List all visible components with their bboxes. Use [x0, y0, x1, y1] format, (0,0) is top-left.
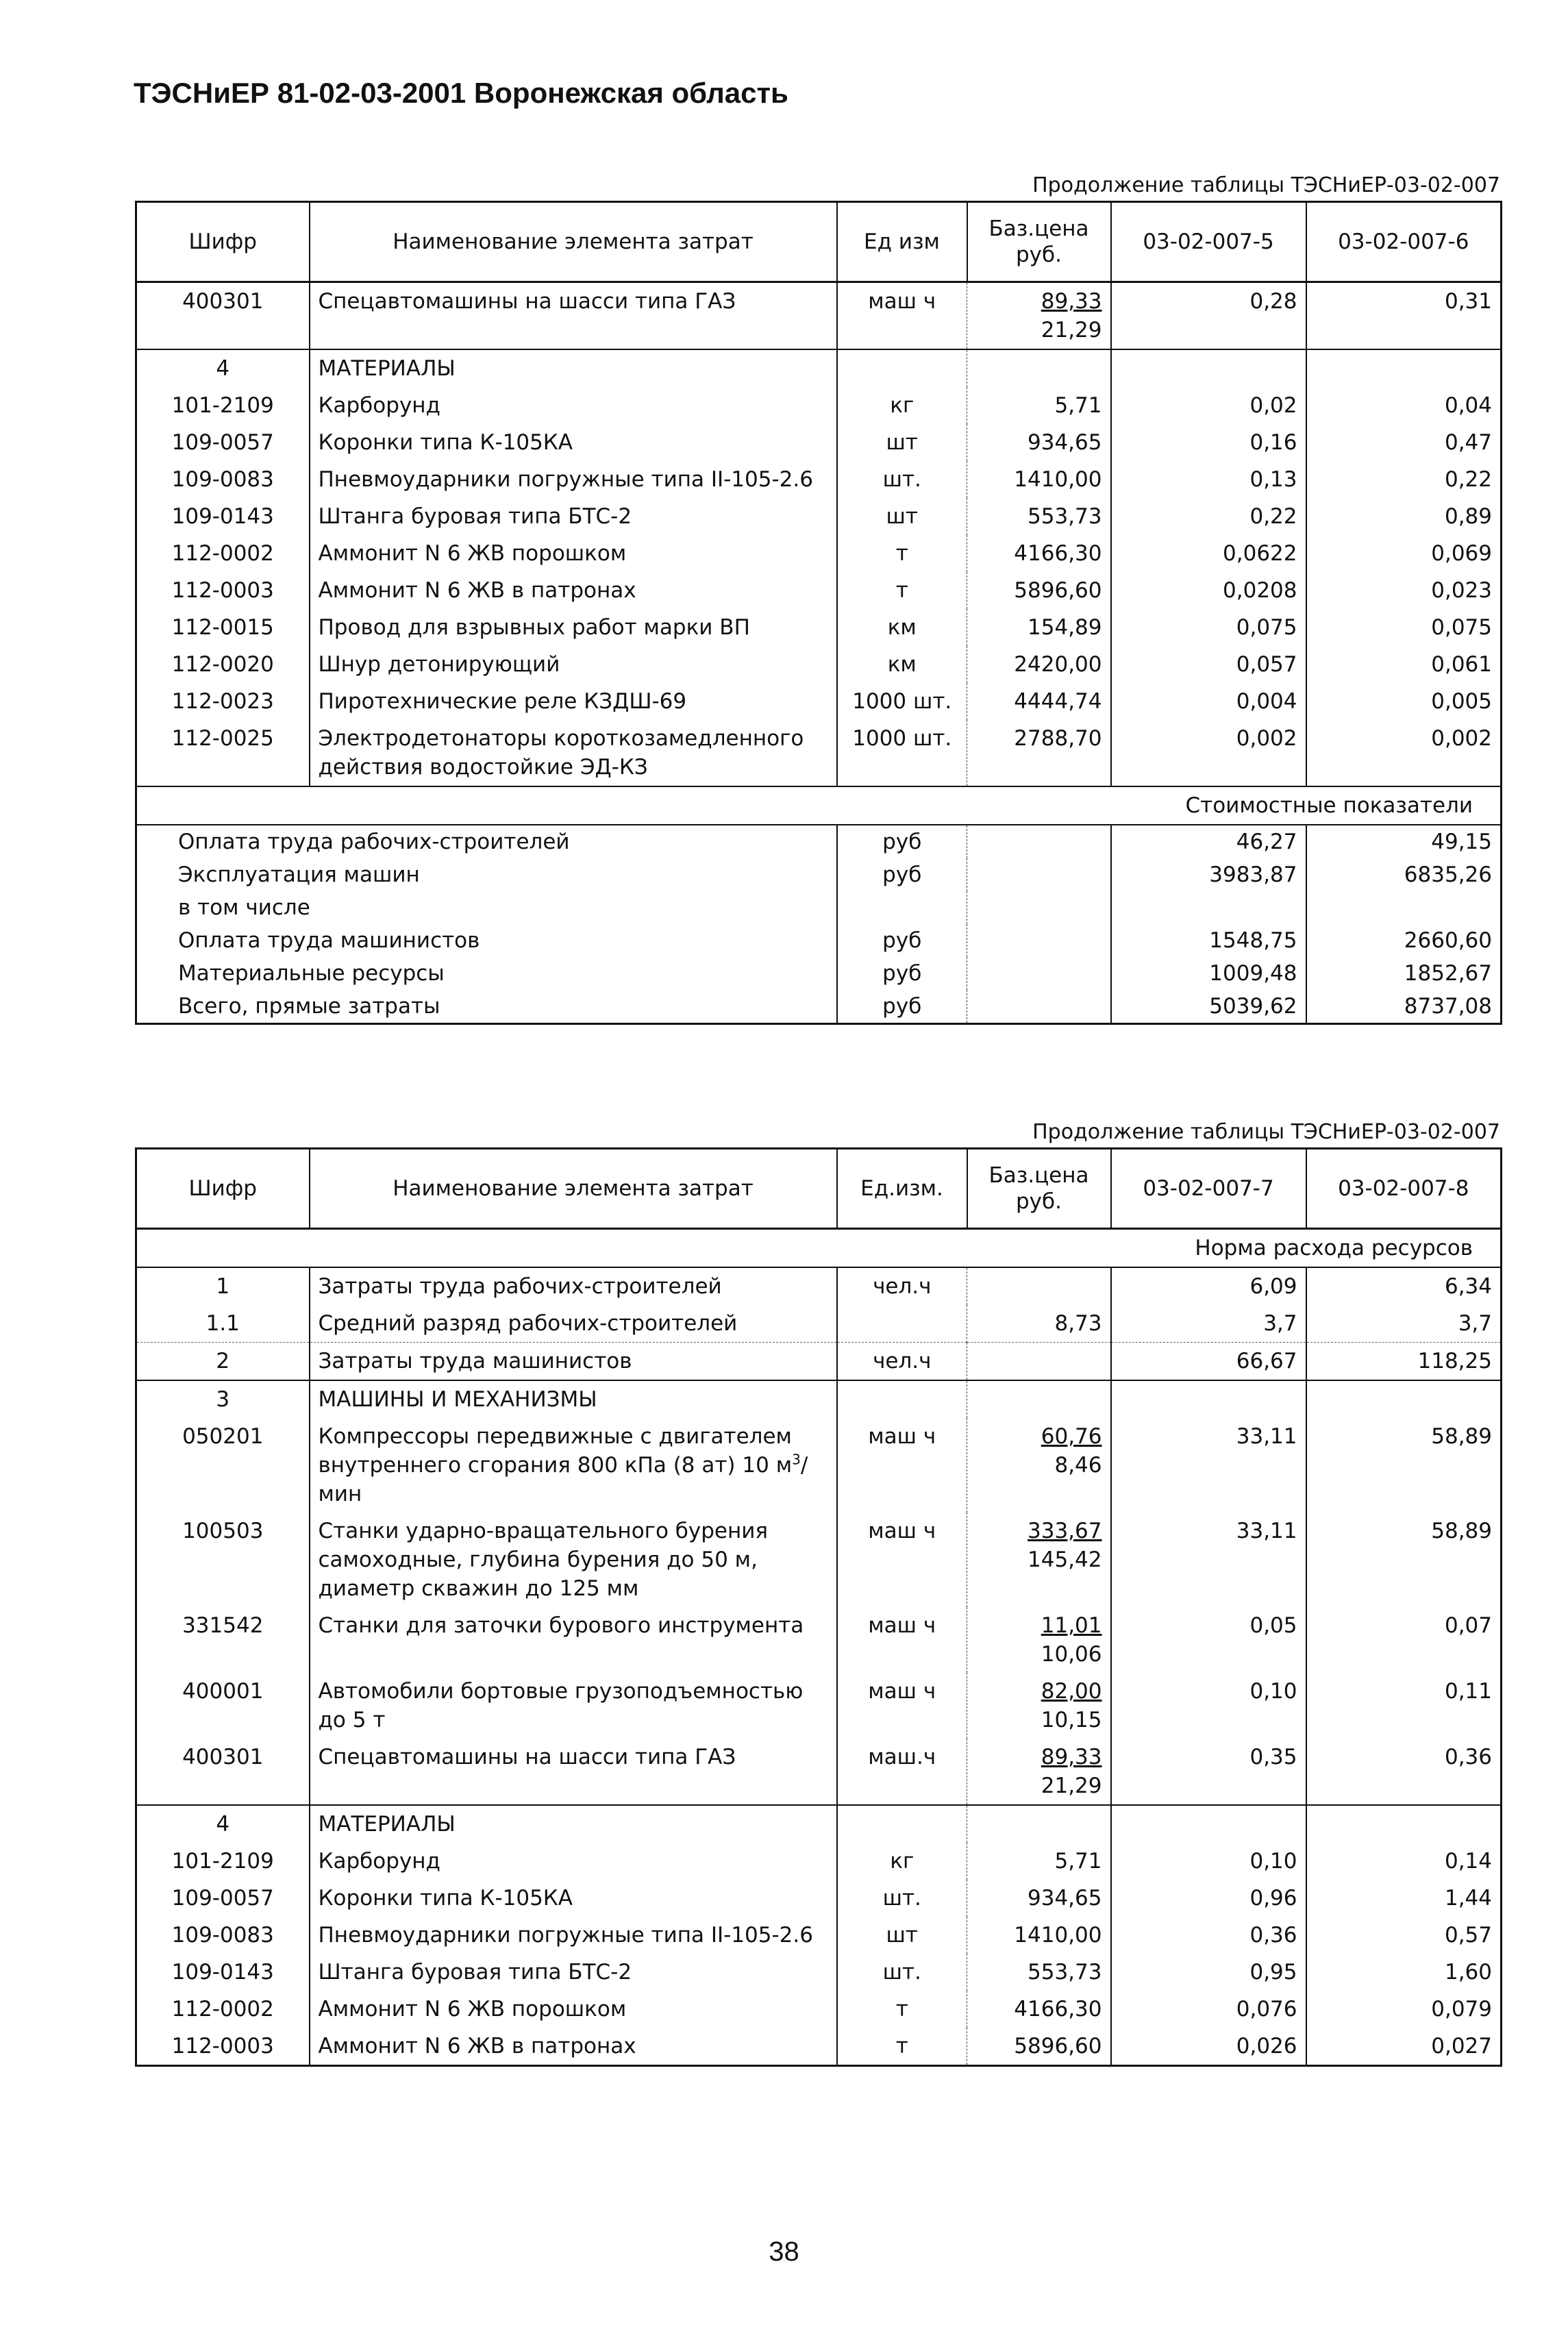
- summary-col-b: 8737,08: [1404, 994, 1492, 1019]
- cell-name: Электродетонаторы короткозамедленного действия водостойкие ЭД-КЗ: [310, 720, 837, 786]
- cell-code: 112-0003: [136, 572, 310, 609]
- table-row: [136, 683, 1502, 720]
- cell-col-a: 0,10: [1111, 1673, 1306, 1739]
- price-sub: 10,15: [1041, 1708, 1102, 1732]
- cell-price: 553,73: [967, 1954, 1111, 1991]
- summary-col-a: 1009,48: [1111, 957, 1306, 990]
- price-sub: 10,06: [1041, 1642, 1102, 1667]
- cell-col-a: 0,22: [1111, 498, 1306, 535]
- cell-price: [967, 1267, 1111, 1305]
- table-row: [136, 2028, 1502, 2066]
- cell-price: [967, 1607, 1111, 1673]
- price-main: 333,67: [1028, 1519, 1102, 1543]
- table-row: [136, 1954, 1502, 1991]
- summary-col-a: [1111, 891, 1306, 924]
- cell-code: 400001: [136, 1673, 310, 1739]
- cell-name: Карборунд: [310, 1843, 837, 1880]
- header-code: Шифр: [136, 202, 310, 282]
- header-price: Баз.цена руб.: [967, 1149, 1111, 1229]
- cell-col-b: 0,22: [1444, 467, 1492, 492]
- cell-col-a: 6,09: [1111, 1267, 1306, 1305]
- cell-col-a: 33,11: [1111, 1513, 1306, 1607]
- section-title: МАШИНЫ И МЕХАНИЗМЫ: [310, 1380, 837, 1418]
- cell-col-b: 0,57: [1444, 1923, 1492, 1948]
- cell-col-b: 0,36: [1444, 1745, 1492, 1769]
- summary-unit: руб: [837, 858, 967, 891]
- cell-col-b: 58,89: [1431, 1519, 1492, 1543]
- table-row: [136, 609, 1502, 646]
- cell-code: 112-0015: [136, 609, 310, 646]
- cell-col-a: 0,002: [1111, 720, 1306, 786]
- cell-unit: чел.ч: [837, 1343, 967, 1381]
- cell-unit: маш ч: [837, 1513, 967, 1607]
- cell-col-a: 0,95: [1111, 1954, 1306, 1991]
- summary-unit: руб: [837, 990, 967, 1024]
- price-main: 11,01: [1041, 1613, 1102, 1638]
- cell-name: Карборунд: [310, 387, 837, 424]
- cell-price: 934,65: [967, 424, 1111, 461]
- cell-price: [967, 1343, 1111, 1381]
- table-row: [136, 461, 1502, 498]
- summary-label: Оплата труда машинистов: [136, 924, 837, 957]
- header-col-a: 03-02-007-7: [1111, 1149, 1306, 1229]
- cell-unit: шт.: [837, 1954, 967, 1991]
- table-row: [136, 498, 1502, 535]
- cell-name: Коронки типа К-105КА: [310, 1880, 837, 1917]
- summary-col-b: 2660,60: [1404, 928, 1492, 953]
- header-unit: Ед изм: [837, 202, 967, 282]
- cell-col-b: 0,89: [1444, 504, 1492, 529]
- cell-col-a: 0,076: [1111, 1991, 1306, 2028]
- table-row: [136, 646, 1502, 683]
- cell-col-a: 0,05: [1111, 1607, 1306, 1673]
- cell-col-b: 0,31: [1444, 289, 1492, 314]
- header-col-b: 03-02-007-6: [1306, 202, 1502, 282]
- cell-price: [967, 1418, 1111, 1513]
- cell-name: Коронки типа К-105КА: [310, 424, 837, 461]
- price-sub: 21,29: [1041, 1774, 1102, 1798]
- table-row: [136, 1418, 1502, 1513]
- name-unit-sup: 3: [792, 1451, 801, 1468]
- page-title: ТЭСНиЕР 81-02-03-2001 Воронежская область: [134, 77, 788, 109]
- summary-col-b: [1306, 891, 1502, 924]
- section-code: 4: [136, 349, 310, 387]
- table-row: [136, 1673, 1502, 1739]
- table-row: [136, 387, 1502, 424]
- cell-code: 400301: [136, 1739, 310, 1805]
- cell-unit: км: [837, 646, 967, 683]
- summary-unit: руб: [837, 957, 967, 990]
- table-row: [136, 1267, 1502, 1305]
- cell-col-a: 0,0622: [1111, 535, 1306, 572]
- cell-code: 112-0025: [136, 720, 310, 786]
- summary-row: [136, 825, 1502, 858]
- section-title: МАТЕРИАЛЫ: [310, 349, 837, 387]
- cell-col-b: 0,005: [1431, 689, 1492, 714]
- cell-code: 100503: [136, 1513, 310, 1607]
- cell-price: 1410,00: [967, 461, 1111, 498]
- cell-code: 109-0057: [136, 1880, 310, 1917]
- summary-col-b: 6835,26: [1404, 862, 1492, 887]
- name-unit: м: [775, 1453, 793, 1478]
- cell-col-a: 33,11: [1111, 1418, 1306, 1513]
- cell-price: [967, 1739, 1111, 1805]
- cell-code: 400301: [136, 282, 310, 350]
- cell-code: 101-2109: [136, 1843, 310, 1880]
- table-row: [136, 1739, 1502, 1805]
- cell-col-b: 3,7: [1458, 1311, 1492, 1336]
- price-sub: 8,46: [1054, 1453, 1102, 1478]
- cell-unit: шт.: [837, 1880, 967, 1917]
- table-row: [136, 1843, 1502, 1880]
- cell-name: Спецавтомашины на шасси типа ГАЗ: [310, 282, 837, 350]
- cell-unit: маш.ч: [837, 1739, 967, 1805]
- summary-price: [967, 891, 1111, 924]
- cell-code: 112-0003: [136, 2028, 310, 2066]
- cell-unit: [837, 1305, 967, 1343]
- cell-col-a: 0,96: [1111, 1880, 1306, 1917]
- cell-name: Штанга буровая типа БТС-2: [310, 498, 837, 535]
- cell-name: Аммонит N 6 ЖВ порошком: [310, 1991, 837, 2028]
- cell-name: Аммонит N 6 ЖВ в патронах: [310, 572, 837, 609]
- cell-unit: маш ч: [837, 282, 967, 350]
- cell-name: Аммонит N 6 ЖВ порошком: [310, 535, 837, 572]
- cell-unit: т: [837, 2028, 967, 2066]
- page-number: 38: [769, 2237, 799, 2267]
- cell-price: 8,73: [967, 1305, 1111, 1343]
- cell-price: 2788,70: [967, 720, 1111, 786]
- cell-name: Пневмоударники погружные типа II-105-2.6: [310, 1917, 837, 1954]
- cell-price: [967, 1513, 1111, 1607]
- cell-col-a: 0,36: [1111, 1917, 1306, 1954]
- table2-header-row: [136, 1149, 1502, 1229]
- cell-price: 5,71: [967, 387, 1111, 424]
- table2: [135, 1147, 1502, 2067]
- cell-code: 1: [136, 1267, 310, 1305]
- cell-name: Пиротехнические реле КЗДШ-69: [310, 683, 837, 720]
- cell-unit: маш ч: [837, 1418, 967, 1513]
- cell-unit: 1000 шт.: [837, 720, 967, 786]
- cell-price: 2420,00: [967, 646, 1111, 683]
- cell-code: 050201: [136, 1418, 310, 1513]
- cell-name: Аммонит N 6 ЖВ в патронах: [310, 2028, 837, 2066]
- norm-band-label: Норма расхода ресурсов: [136, 1229, 1502, 1268]
- summary-price: [967, 957, 1111, 990]
- price-sub: 145,42: [1028, 1547, 1102, 1572]
- summary-price: [967, 924, 1111, 957]
- cell-code: 109-0143: [136, 498, 310, 535]
- summary-col-a: 1548,75: [1111, 924, 1306, 957]
- table-row: [136, 1343, 1502, 1381]
- summary-label: в том числе: [136, 891, 837, 924]
- table1: [135, 201, 1502, 1025]
- cell-name: [310, 1418, 837, 1513]
- header-name: Наименование элемента затрат: [310, 202, 837, 282]
- table-row: [136, 1880, 1502, 1917]
- cell-col-b: 118,25: [1306, 1343, 1502, 1381]
- cell-price: 1410,00: [967, 1917, 1111, 1954]
- cell-price: 4166,30: [967, 1991, 1111, 2028]
- summary-price: [967, 990, 1111, 1024]
- cell-col-a: 0,35: [1111, 1739, 1306, 1805]
- cell-price: [967, 282, 1111, 350]
- header-unit: Ед.изм.: [837, 1149, 967, 1229]
- cell-col-a: 0,057: [1111, 646, 1306, 683]
- cell-col-b: 0,023: [1431, 578, 1492, 603]
- price-main: 89,33: [1041, 1745, 1102, 1769]
- cell-col-b: 0,002: [1431, 726, 1492, 751]
- cell-col-a: 0,13: [1111, 461, 1306, 498]
- cell-col-b: 0,47: [1444, 430, 1492, 455]
- table-row: [136, 720, 1502, 786]
- cell-name: Пневмоударники погружные типа II-105-2.6: [310, 461, 837, 498]
- cell-col-a: 0,0208: [1111, 572, 1306, 609]
- summary-col-a: 46,27: [1111, 825, 1306, 858]
- cell-unit: т: [837, 1991, 967, 2028]
- table-row: [136, 424, 1502, 461]
- cost-band-row: [136, 786, 1502, 825]
- cell-code: 109-0057: [136, 424, 310, 461]
- cell-unit: чел.ч: [837, 1267, 967, 1305]
- cell-name: Станки ударно-вращательного бурения самоходные, глубина бурения до 50 м, диаметр скважин до 125 мм: [310, 1513, 837, 1607]
- cell-col-b: 1,60: [1444, 1960, 1492, 1985]
- header-price: Баз.цена руб.: [967, 202, 1111, 282]
- cell-unit: шт: [837, 424, 967, 461]
- cell-col-b: 0,079: [1431, 1997, 1492, 2022]
- cell-code: 112-0002: [136, 535, 310, 572]
- cell-col-b: 58,89: [1431, 1424, 1492, 1449]
- cell-price: 4444,74: [967, 683, 1111, 720]
- cell-name: Шнур детонирующий: [310, 646, 837, 683]
- cell-unit: 1000 шт.: [837, 683, 967, 720]
- price-main: 60,76: [1041, 1424, 1102, 1449]
- summary-unit: руб: [837, 825, 967, 858]
- table-row: [136, 1991, 1502, 2028]
- section-row-machines: [136, 1380, 1502, 1418]
- cell-unit: маш ч: [837, 1607, 967, 1673]
- cell-price: 5896,60: [967, 572, 1111, 609]
- cell-name: Провод для взрывных работ марки ВП: [310, 609, 837, 646]
- cell-col-a: 3,7: [1111, 1305, 1306, 1343]
- cell-price: 5896,60: [967, 2028, 1111, 2066]
- header-name: Наименование элемента затрат: [310, 1149, 837, 1229]
- table2-continuation-label: Продолжение таблицы ТЭСНиЕР-03-02-007: [1032, 1120, 1500, 1144]
- summary-row: [136, 957, 1502, 990]
- cell-code: 109-0143: [136, 1954, 310, 1991]
- cell-name: Затраты труда рабочих-строителей: [310, 1267, 837, 1305]
- cell-price: [967, 1673, 1111, 1739]
- table1-header-row: [136, 202, 1502, 282]
- cell-col-b: 0,07: [1444, 1613, 1492, 1638]
- cell-unit: шт: [837, 1917, 967, 1954]
- header-code: Шифр: [136, 1149, 310, 1229]
- cell-code: 109-0083: [136, 1917, 310, 1954]
- summary-unit: руб: [837, 924, 967, 957]
- cell-price: 934,65: [967, 1880, 1111, 1917]
- cell-unit: маш ч: [837, 1673, 967, 1739]
- name-unit-end: /мин: [318, 1453, 808, 1506]
- cell-col-b: 0,061: [1431, 652, 1492, 677]
- summary-row: [136, 891, 1502, 924]
- name-text: Компрессоры передвижные с двигателем внутреннего сгорания 800 кПа (8 ат) 10: [318, 1424, 792, 1478]
- cell-col-b: 0,075: [1431, 615, 1492, 640]
- cell-col-a: 66,67: [1111, 1343, 1306, 1381]
- table-row: [136, 1305, 1502, 1343]
- summary-col-b: 1852,67: [1404, 961, 1492, 986]
- price-main: 89,33: [1041, 289, 1102, 314]
- cell-code: 112-0023: [136, 683, 310, 720]
- cell-unit: т: [837, 535, 967, 572]
- summary-col-a: 5039,62: [1111, 990, 1306, 1024]
- summary-col-b: 49,15: [1431, 830, 1492, 854]
- cell-name: Средний разряд рабочих-строителей: [310, 1305, 837, 1343]
- cell-col-a: 0,026: [1111, 2028, 1306, 2066]
- cell-unit: шт: [837, 498, 967, 535]
- cell-col-a: 0,075: [1111, 609, 1306, 646]
- cell-col-a: 0,28: [1111, 282, 1306, 350]
- summary-label: Оплата труда рабочих-строителей: [136, 825, 837, 858]
- section-row-materials: [136, 349, 1502, 387]
- cell-col-a: 0,02: [1111, 387, 1306, 424]
- cell-code: 109-0083: [136, 461, 310, 498]
- cell-code: 331542: [136, 1607, 310, 1673]
- price-main: 82,00: [1041, 1679, 1102, 1704]
- table-row: [136, 1607, 1502, 1673]
- price-sub: 21,29: [1041, 318, 1102, 343]
- cell-col-b: 0,027: [1431, 2034, 1492, 2059]
- header-col-a: 03-02-007-5: [1111, 202, 1306, 282]
- cell-code: 112-0020: [136, 646, 310, 683]
- cell-col-b: 1,44: [1444, 1886, 1492, 1911]
- summary-row: [136, 924, 1502, 957]
- cell-col-b: 0,11: [1444, 1679, 1492, 1704]
- cell-code: 1.1: [136, 1305, 310, 1343]
- cost-band-label: Стоимостные показатели: [136, 786, 1502, 825]
- cell-name: Штанга буровая типа БТС-2: [310, 1954, 837, 1991]
- cell-unit: кг: [837, 387, 967, 424]
- cell-name: Спецавтомашины на шасси типа ГАЗ: [310, 1739, 837, 1805]
- cell-name: Станки для заточки бурового инструмента: [310, 1607, 837, 1673]
- table-row: [136, 1513, 1502, 1607]
- cell-col-b: 0,14: [1444, 1849, 1492, 1874]
- summary-unit: [837, 891, 967, 924]
- cell-code: 101-2109: [136, 387, 310, 424]
- cell-col-a: 0,004: [1111, 683, 1306, 720]
- cell-unit: шт.: [837, 461, 967, 498]
- summary-col-a: 3983,87: [1111, 858, 1306, 891]
- summary-label: Эксплуатация машин: [136, 858, 837, 891]
- cell-col-b: 0,04: [1444, 393, 1492, 418]
- cell-col-a: 0,16: [1111, 424, 1306, 461]
- cell-code: 112-0002: [136, 1991, 310, 2028]
- cell-unit: км: [837, 609, 967, 646]
- cell-code: 2: [136, 1343, 310, 1381]
- section-code: 4: [136, 1805, 310, 1843]
- section-row-materials: [136, 1805, 1502, 1843]
- summary-row: [136, 990, 1502, 1024]
- summary-label: Материальные ресурсы: [136, 957, 837, 990]
- table1-continuation-label: Продолжение таблицы ТЭСНиЕР-03-02-007: [1032, 173, 1500, 197]
- cell-unit: кг: [837, 1843, 967, 1880]
- summary-price: [967, 858, 1111, 891]
- cell-col-b: 0,069: [1431, 541, 1492, 566]
- norm-band-row: [136, 1229, 1502, 1268]
- table-row: [136, 572, 1502, 609]
- cell-price: 154,89: [967, 609, 1111, 646]
- summary-row: [136, 858, 1502, 891]
- cell-col-a: 0,10: [1111, 1843, 1306, 1880]
- summary-label: Всего, прямые затраты: [136, 990, 837, 1024]
- cell-price: 553,73: [967, 498, 1111, 535]
- table-row: [136, 282, 1502, 350]
- section-code: 3: [136, 1380, 310, 1418]
- cell-price: 5,71: [967, 1843, 1111, 1880]
- cell-price: 4166,30: [967, 535, 1111, 572]
- cell-col-b: 6,34: [1444, 1274, 1492, 1299]
- cell-name: Автомобили бортовые грузоподъемностью до 5 т: [310, 1673, 837, 1739]
- section-title: МАТЕРИАЛЫ: [310, 1805, 837, 1843]
- table-row: [136, 535, 1502, 572]
- table-row: [136, 1917, 1502, 1954]
- cell-name: Затраты труда машинистов: [310, 1343, 837, 1381]
- summary-price: [967, 825, 1111, 858]
- cell-unit: т: [837, 572, 967, 609]
- header-col-b: 03-02-007-8: [1306, 1149, 1502, 1229]
